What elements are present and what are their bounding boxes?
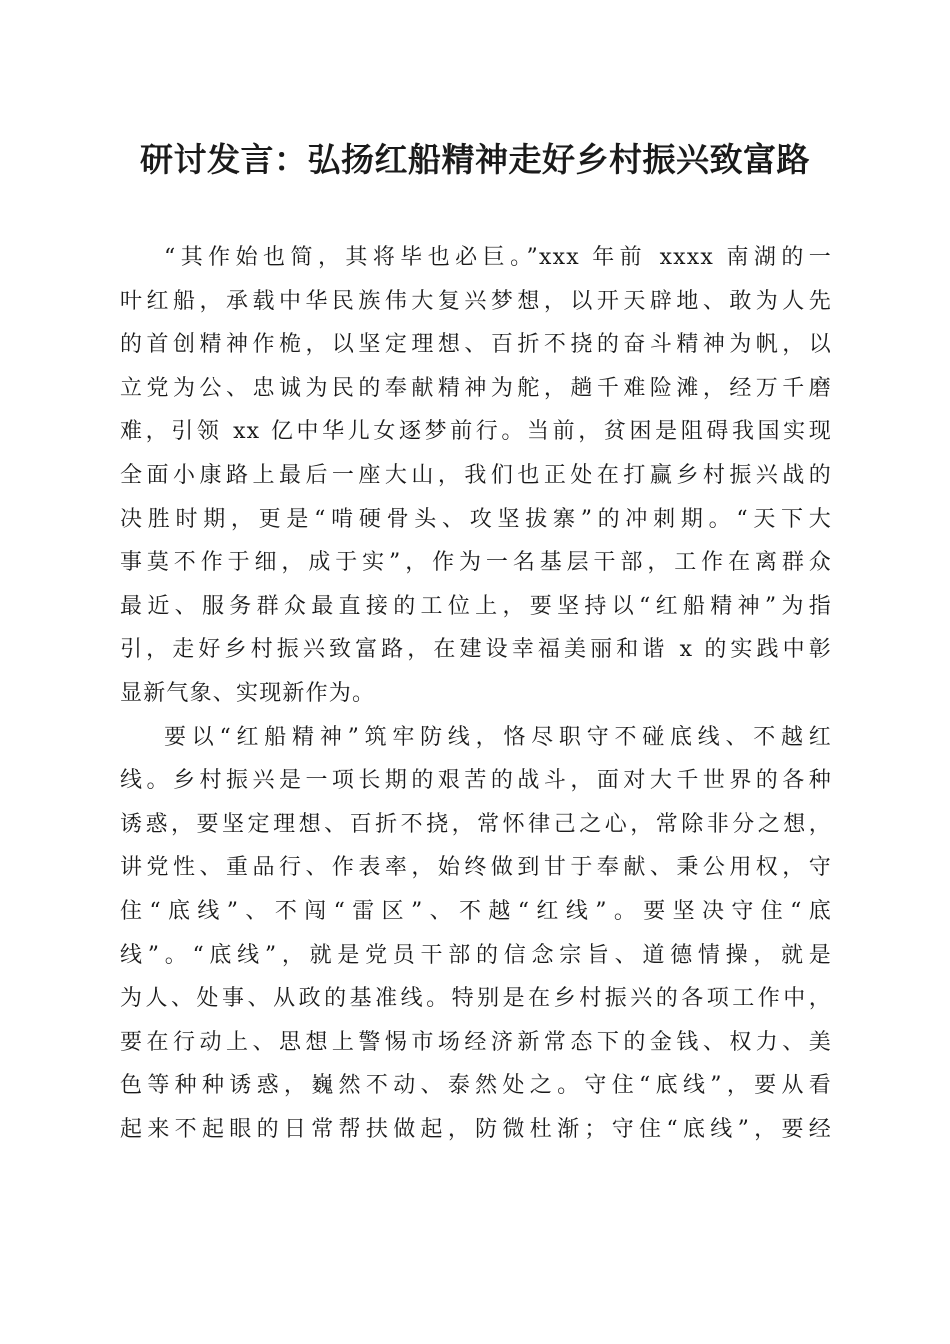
- text-line: 为人、处事、从政的基准线。特别是在乡村振兴的各项工作中，: [120, 986, 832, 1012]
- document-body: [120, 236, 832, 1151]
- text-line: 要在行动上、思想上警惕市场经济新常态下的金钱、权力、美: [120, 1029, 832, 1055]
- text-line: 叶红船，承载中华民族伟大复兴梦想，以开天辟地、敢为人先: [120, 288, 832, 314]
- paragraph-2: [120, 716, 832, 1152]
- text-line: 显新气象、实现新作为。: [120, 680, 376, 706]
- text-line: 引，走好乡村振兴致富路，在建设幸福美丽和谐 x 的实践中彰: [120, 637, 832, 663]
- text-line: 全面小康路上最后一座大山，我们也正处在打赢乡村振兴战的: [120, 462, 832, 488]
- paragraph-1: [120, 236, 832, 716]
- text-line: 起来不起眼的日常帮扶做起，防微杜渐；守住“底线”，要经: [120, 1116, 832, 1142]
- text-line: 色等种种诱惑，巍然不动、泰然处之。守住“底线”，要从看: [120, 1073, 832, 1099]
- text-line: 诱惑，要坚定理想、百折不挠，常怀律己之心，常除非分之想，: [120, 811, 832, 837]
- text-line: 最近、服务群众最直接的工位上，要坚持以“红船精神”为指: [120, 593, 832, 619]
- text-line: 住“底线”、不闯“雷区”、不越“红线”。要坚决守住“底: [120, 898, 832, 924]
- text-line: “其作始也简，其将毕也必巨。”xxx 年前 xxxx 南湖的一: [164, 245, 832, 270]
- text-line: 要以“红船精神”筑牢防线，恪尽职守不碰底线、不越红: [164, 724, 832, 750]
- text-line: 事莫不作于细，成于实”，作为一名基层干部，工作在离群众: [120, 550, 832, 576]
- text-line: 讲党性、重品行、作表率，始终做到甘于奉献、秉公用权，守: [120, 855, 832, 881]
- text-line: 难，引领 xx 亿中华儿女逐梦前行。当前，贫困是阻碍我国实现: [120, 419, 832, 445]
- text-line: 线。乡村振兴是一项长期的艰苦的战斗，面对大千世界的各种: [120, 768, 832, 794]
- text-line: 立党为公、忠诚为民的奉献精神为舵，趟千难险滩，经万千磨: [120, 375, 832, 401]
- document-title: 研讨发言：弘扬红船精神走好乡村振兴致富路: [140, 140, 810, 179]
- text-line: 决胜时期，更是“啃硬骨头、攻坚拔寨”的冲刺期。“天下大: [120, 506, 832, 532]
- text-line: 的首创精神作桅，以坚定理想、百折不挠的奋斗精神为帆，以: [120, 332, 832, 358]
- text-line: 线”。“底线”，就是党员干部的信念宗旨、道德情操，就是: [120, 942, 832, 968]
